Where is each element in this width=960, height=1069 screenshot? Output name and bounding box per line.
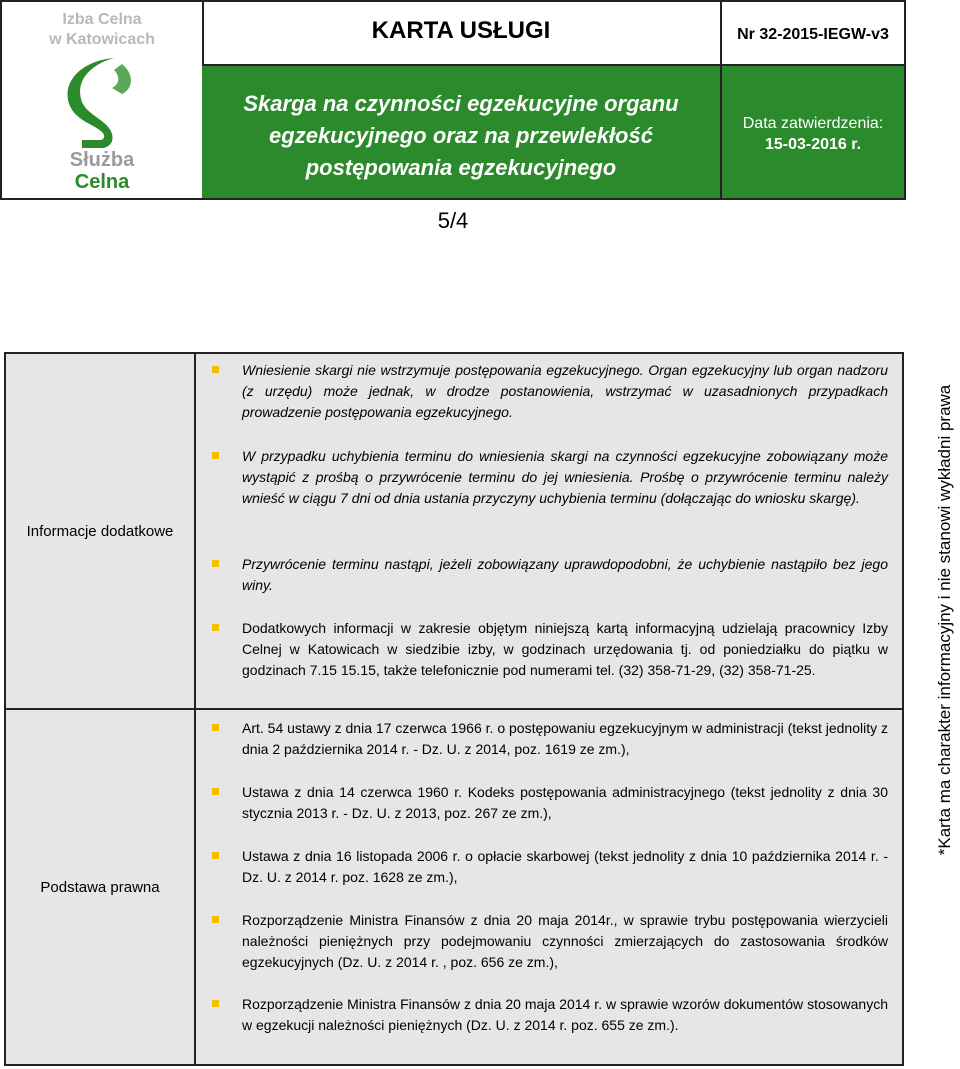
- list-item: Rozporządzenie Ministra Finansów z dnia 20 maja 2014r., w sprawie trybu postępowania wierzycieli należności pieniężnych przy podejmowaniu czynności zmierzających do zastosowania środków egzekucyjnych (Dz. U. z 2014 r. , poz. 656 ze zm.),: [212, 910, 888, 973]
- list-item: Przywrócenie terminu nastąpi, jeżeli zobowiązany uprawdopodobni, że uchybienie nastąpiło bez jego winy.: [212, 554, 888, 596]
- disclaimer-note: [910, 200, 960, 1069]
- info-content: [196, 354, 902, 710]
- bullet-icon: [212, 852, 219, 859]
- list-item: Dodatkowych informacji w zakresie objętym niniejszą kartą informacyjną udzielają pracownicy Izby Celnej w Katowicach w siedzibie izby, w godzinach urzędowania tj. od poniedziałku do piątku w godzinach 7.15 15.15, także telefonicznie pod numerami tel. (32) 358-71-29, (32) 358-71-25.: [212, 618, 888, 681]
- logo-cell: [2, 2, 204, 198]
- approval-date-cell: [722, 66, 904, 198]
- list-item: Art. 54 ustawy z dnia 17 czerwca 1966 r. o postępowaniu egzekucyjnym w administracji (tekst jednolity z dnia 2 października 2014 r. - Dz. U. z 2014, poz. 1619 ze zm.),: [212, 718, 888, 760]
- info-table: [4, 352, 904, 1066]
- logo-text-line2: Celna: [74, 171, 130, 193]
- page-number: 5/4: [437, 208, 469, 233]
- section-label-legal: Podstawa prawna: [6, 710, 196, 1064]
- bullet-icon: [212, 916, 219, 923]
- card-title-cell: [202, 2, 722, 66]
- service-title: Skarga na czynności egzekucyjne organu egzekucyjnego oraz na przewlekłość postępowania egzekucyjnego: [243, 91, 679, 180]
- legal-content: [196, 710, 902, 1064]
- card-number-cell: [722, 2, 904, 66]
- approval-date-label: Data zatwierdzenia:: [742, 115, 884, 132]
- bullet-icon: [212, 366, 219, 373]
- logo-text-line1: Służba: [69, 149, 135, 171]
- bullet-icon: [212, 1000, 219, 1007]
- list-item: W przypadku uchybienia terminu do wniesienia skargi na czynności egzekucyjne zobowiązany może wystąpić z prośbą o przywrócenie terminu do jej wniesienia. Prośbę o przywrócenie terminu należy wnieść w ciągu 7 dni od dnia ustania przyczyny uchybienia terminu (dołączając do wniosku skargę).: [212, 446, 888, 509]
- bullet-icon: [212, 624, 219, 631]
- list-item: Ustawa z dnia 16 listopada 2006 r. o opłacie skarbowej (tekst jednolity z dnia 10 października 2014 r. - Dz. U. z 2014 r. poz. 1628 ze zm.),: [212, 846, 888, 888]
- bullet-icon: [212, 560, 219, 567]
- customs-logo-icon: [52, 54, 152, 194]
- bullet-icon: [212, 724, 219, 731]
- org-name: [2, 10, 202, 50]
- bullet-icon: [212, 788, 219, 795]
- list-item: Wniesienie skargi nie wstrzymuje postępowania egzekucyjnego. Organ egzekucyjny lub organ nadzoru (z urzędu) może jednak, w drodze postanowienia, wstrzymać w uzasadnionych przypadkach prowadzenie postępowania egzekucyjnego.: [212, 360, 888, 423]
- service-title-cell: [202, 66, 722, 198]
- list-item: Ustawa z dnia 14 czerwca 1960 r. Kodeks postępowania administracyjnego (tekst jednolity z dnia 30 stycznia 2013 r. - Dz. U. z 2013, poz. 267 ze zm.),: [212, 782, 888, 824]
- approval-date-value: 15-03-2016 r.: [764, 136, 862, 153]
- card-number: Nr 32-2015-IEGW-v3: [737, 26, 889, 43]
- bullet-icon: [212, 452, 219, 459]
- list-item: Rozporządzenie Ministra Finansów z dnia 20 maja 2014 r. w sprawie wzorów dokumentów stosowanych w egzekucji należności pieniężnych (Dz. U. z 2014 r. poz. 655 ze zm.).: [212, 994, 888, 1036]
- card-header: [0, 0, 906, 200]
- section-label-info: Informacje dodatkowe: [6, 354, 196, 710]
- org-name-line1: Izba Celna: [62, 11, 142, 28]
- disclaimer-text: *Karta ma charakter informacyjny i nie stanowi wykładni prawa: [935, 384, 954, 856]
- card-title: KARTA USŁUGI: [371, 17, 551, 44]
- org-name-line2: w Katowicach: [49, 31, 155, 48]
